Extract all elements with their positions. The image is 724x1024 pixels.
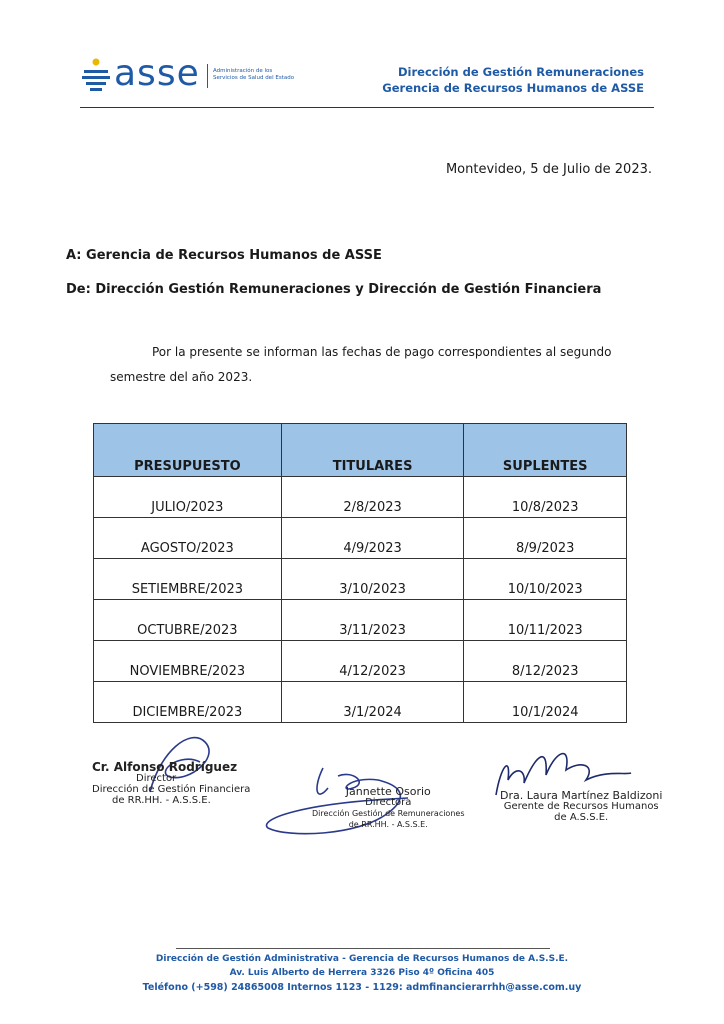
table-cell: 8/12/2023 — [464, 641, 627, 682]
footer-address: Av. Luis Alberto de Herrera 3326 Piso 4º Oficina 405 — [229, 968, 495, 978]
table-row — [94, 477, 627, 518]
table-row — [94, 682, 627, 723]
table-cell: 2/8/2023 — [281, 477, 464, 518]
header-divider — [80, 107, 654, 108]
footer-divider — [176, 948, 550, 949]
letter-recipient: A: Gerencia de Recursos Humanos de ASSE — [66, 248, 382, 263]
letter-body-line-1: Por la presente se informan las fechas de pago correspondientes al segundo — [152, 345, 612, 359]
table-cell: 3/11/2023 — [281, 600, 464, 641]
table-cell: 10/1/2024 — [464, 682, 627, 723]
table-row — [94, 518, 627, 559]
signatory-dept: Dirección Gestión de Remuneraciones — [312, 809, 465, 818]
logo-subtitle: Administración de los Servicios de Salud del Estado — [213, 68, 295, 81]
table-cell: NOVIEMBRE/2023 — [94, 641, 282, 682]
signatory-title: Gerente de Recursos Humanos — [503, 801, 659, 812]
table-cell: JULIO/2023 — [94, 477, 282, 518]
table-cell: 4/9/2023 — [281, 518, 464, 559]
signatory-org: de RR.HH. - A.S.S.E. — [112, 795, 211, 806]
logo-wordmark: asse — [114, 53, 200, 94]
table-row — [94, 559, 627, 600]
table-cell: 4/12/2023 — [281, 641, 464, 682]
table-row — [94, 641, 627, 682]
table-cell: 10/11/2023 — [464, 600, 627, 641]
footer-contact: Teléfono (+598) 24865008 Internos 1123 - 1129: admfinancierarrhh@asse.com.uy — [142, 982, 582, 993]
letter-date: Montevideo, 5 de Julio de 2023. — [445, 162, 652, 177]
department-line-1: Dirección de Gestión Remuneraciones — [397, 65, 644, 79]
table-cell: 10/10/2023 — [464, 559, 627, 600]
table-row — [94, 600, 627, 641]
signatory-dept: Dirección de Gestión Financiera — [92, 784, 251, 795]
signatory-name: Jannette Osorio — [345, 785, 431, 798]
signatory-title: Directora — [365, 797, 412, 808]
logo-divider — [207, 64, 208, 88]
column-header-presupuesto: PRESUPUESTO — [94, 424, 282, 477]
signatory-name: Cr. Alfonso Rodríguez — [92, 760, 238, 774]
payment-dates-table — [93, 423, 627, 723]
sun-logo-icon — [82, 58, 118, 94]
signatory-name: Dra. Laura Martínez Baldizoni — [500, 789, 663, 802]
table-cell: 3/1/2024 — [281, 682, 464, 723]
table-cell: DICIEMBRE/2023 — [94, 682, 282, 723]
table-cell: 8/9/2023 — [464, 518, 627, 559]
table-header-row — [94, 424, 627, 477]
table-cell: SETIEMBRE/2023 — [94, 559, 282, 600]
department-header — [382, 64, 644, 96]
table-cell: OCTUBRE/2023 — [94, 600, 282, 641]
column-header-titulares: TITULARES — [281, 424, 464, 477]
signatory-title: Director — [136, 773, 177, 784]
signatory-org: de RR.HH. - A.S.S.E. — [348, 820, 428, 829]
department-line-2: Gerencia de Recursos Humanos de ASSE — [382, 81, 644, 95]
column-header-suplentes: SUPLENTES — [464, 424, 627, 477]
signature-block-1 — [92, 762, 250, 806]
letter-sender: De: Dirección Gestión Remuneraciones y Dirección de Gestión Financiera — [66, 282, 602, 297]
letter-body-line-2: semestre del año 2023. — [110, 370, 253, 384]
signature-block-2 — [312, 786, 465, 830]
table-cell: AGOSTO/2023 — [94, 518, 282, 559]
footer-line-1: Dirección de Gestión Administrativa - Gerencia de Recursos Humanos de A.S.S.E. — [155, 954, 569, 964]
table-cell: 3/10/2023 — [281, 559, 464, 600]
signature-block-3 — [500, 790, 662, 823]
signatory-org: de A.S.S.E. — [554, 812, 609, 823]
asse-logo — [82, 53, 332, 96]
table-cell: 10/8/2023 — [464, 477, 627, 518]
